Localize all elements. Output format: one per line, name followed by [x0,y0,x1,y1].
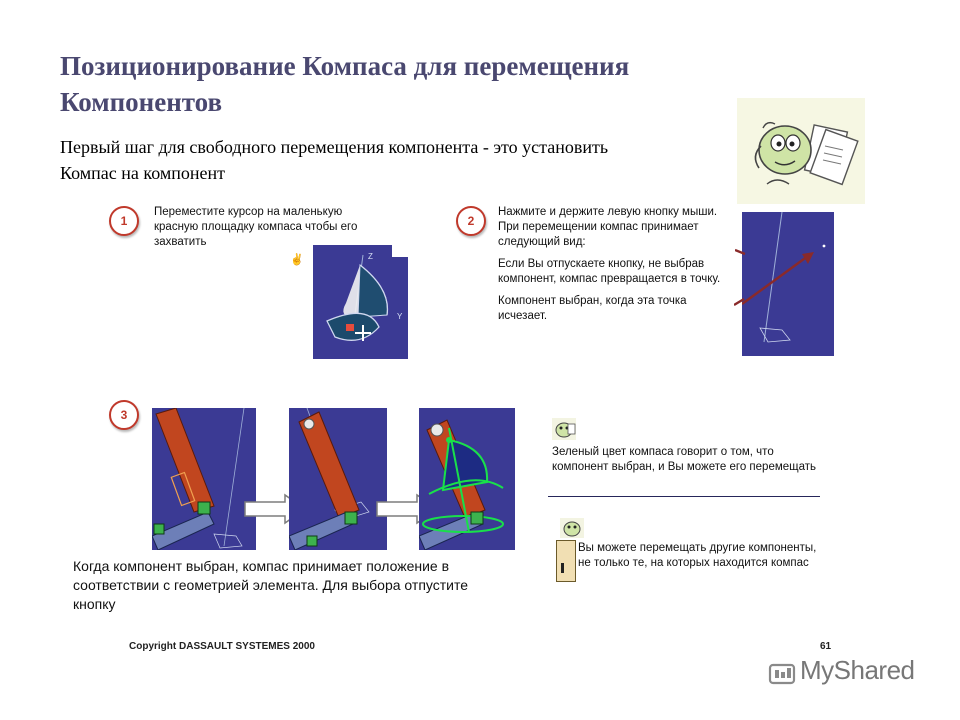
slide-subtitle-line2: Компас на компонент [60,163,226,183]
slide-subtitle [60,134,740,186]
cartoon-thinking-illustration [737,98,865,204]
svg-text:Y: Y [397,312,403,321]
step-2-pointer-arrow-upper [735,246,747,265]
step-2-text [498,205,726,331]
step-1-badge: 1 [109,206,139,236]
step-3-image-3 [419,408,515,550]
copyright-text: Copyright DASSAULT SYSTEMES 2000 [129,641,315,652]
step-1-compass-panel [313,245,408,359]
tip-1-cartoon-icon [552,418,576,440]
tip-divider [548,496,820,497]
tip-2-text: Вы можете перемещать другие компоненты, не только те, на которых находится компас [578,542,817,569]
step-2-text-paragraph-2: Если Вы отпускаете кнопку, не выбрав компонент, компас превращается в точку. [498,258,721,285]
step-3-image-2 [289,408,387,550]
tip-1-text: Зеленый цвет компаса говорит о том, что компонент выбран, и Вы можете его перемещать [552,446,817,473]
step-2-pointer-arrow-lower [734,294,746,312]
step-3-caption: Когда компонент выбран, компас принимает положение в соответствии с геометрией элемента. Для выбора отпустите кнопку [73,558,469,612]
step-2-text-paragraph-1: Нажмите и держите левую кнопку мыши. При перемещении компас принимает следующий вид: [498,206,718,248]
watermark-logo-icon [768,659,796,692]
tip-2-book-icon [556,540,576,582]
slide-title [60,48,760,120]
page-number: 61 [820,641,832,652]
step-2-compass-panel [742,212,834,356]
svg-text:Z: Z [368,252,373,261]
step-3-image-1 [152,408,256,550]
slide-title-line1: Позиционирование Компаса для перемещения [60,51,630,81]
step-2-badge: 2 [456,206,486,236]
step-1-text: Переместите курсор на маленькую красную площадку компаса чтобы его захватить [154,206,358,248]
hand-cursor-icon: ✌ [290,254,304,266]
step-3-badge: 3 [109,400,139,430]
step-2-text-paragraph-3: Компонент выбран, когда эта точка исчезает. [498,295,687,322]
slide-subtitle-line1: Первый шаг для свободного перемещения компонента - это установить [60,137,609,157]
tip-2-cartoon-icon [560,518,584,538]
slide-title-line2: Компонентов [60,87,223,117]
watermark-text: MyShared [800,655,915,685]
